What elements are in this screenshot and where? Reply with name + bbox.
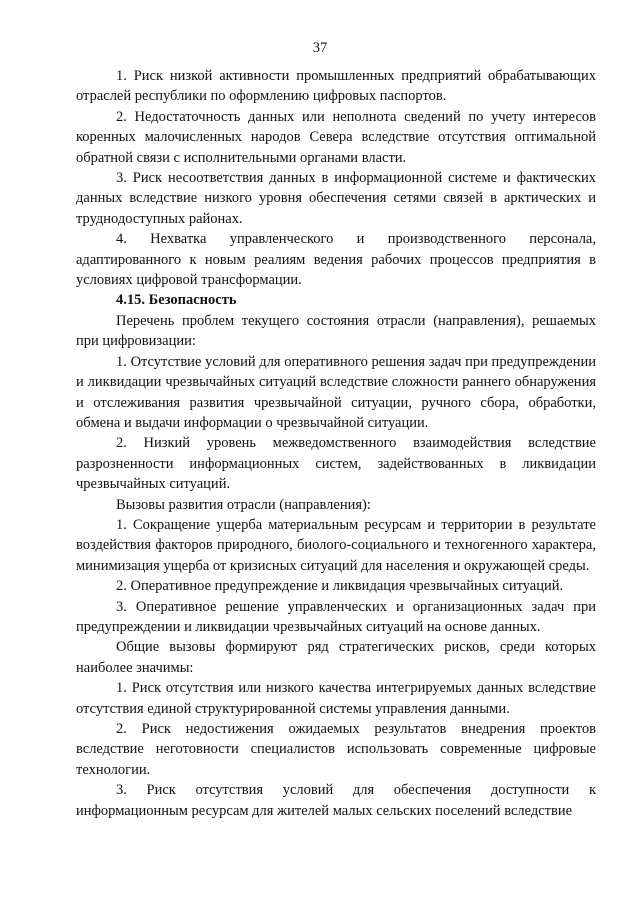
paragraph: 1. Риск низкой активности промышленных предприятий обрабатывающих отраслей республики по оформлению цифровых паспортов. <box>76 68 596 105</box>
paragraph: 3. Риск несоответствия данных в информационной системе и фактических данных вследствие низкого уровня обеспечения сетями связей в арктических и труднодоступных районах. <box>76 170 596 227</box>
paragraph: 3. Оперативное решение управленческих и организационных задач при предупреждении и ликвидации чрезвычайных ситуаций на основе данных. <box>76 598 596 635</box>
paragraph: Общие вызовы формируют ряд стратегических рисков, среди которых наиболее значимы: <box>76 639 596 676</box>
paragraph: Вызовы развития отрасли (направления): <box>116 496 371 513</box>
paragraph: 1. Риск отсутствия или низкого качества интегрируемых данных вследствие отсутствия единой структурированной системы управления данными. <box>76 680 596 717</box>
paragraph: 1. Сокращение ущерба материальным ресурсам и территории в результате воздействия факторов природного, биолого-социального и техногенного характера, минимизация ущерба от кризисных ситуаций для населения и окружающей среды. <box>76 516 596 574</box>
paragraph: 2. Оперативное предупреждение и ликвидация чрезвычайных ситуаций. <box>116 578 564 595</box>
paragraph: 2. Недостаточность данных или неполнота сведений по учету интересов коренных малочисленных народов Севера вследствие отсутствия оптимальной обратной связи с исполнительными органами власти. <box>76 108 596 166</box>
paragraph: 2. Риск недостижения ожидаемых результатов внедрения проектов вследствие неготовности специалистов использовать современные цифровые технологии. <box>76 721 596 778</box>
section-heading: 4.15. Безопасность <box>116 292 237 309</box>
paragraph: Перечень проблем текущего состояния отрасли (направления), решаемых при цифровизации: <box>76 312 596 350</box>
paragraph: 4. Нехватка управленческого и производственного персонала, адаптированного к новым реалиям ведения рабочих процессов предприятия в условиях цифровой трансформации. <box>76 231 596 289</box>
paragraph: 3. Риск отсутствия условий для обеспечения доступности к информационным ресурсам для жителей малых сельских поселений вследствие <box>76 782 596 819</box>
document-body <box>76 66 596 821</box>
page-number: 37 <box>312 40 328 56</box>
paragraph: 1. Отсутствие условий для оперативного решения задач при предупреждении и ликвидации чрезвычайных ситуаций вследствие сложности раннего обнаружения и отслеживания развития чрезвычайной ситуации, ручного сбора, обработки, обмена и выдачи информации о чрезвычайной ситуации. <box>76 353 596 431</box>
paragraph: 2. Низкий уровень межведомственного взаимодействия вследствие разрозненности информационных систем, задействованных в ликвидации чрезвычайных ситуаций. <box>76 435 596 493</box>
